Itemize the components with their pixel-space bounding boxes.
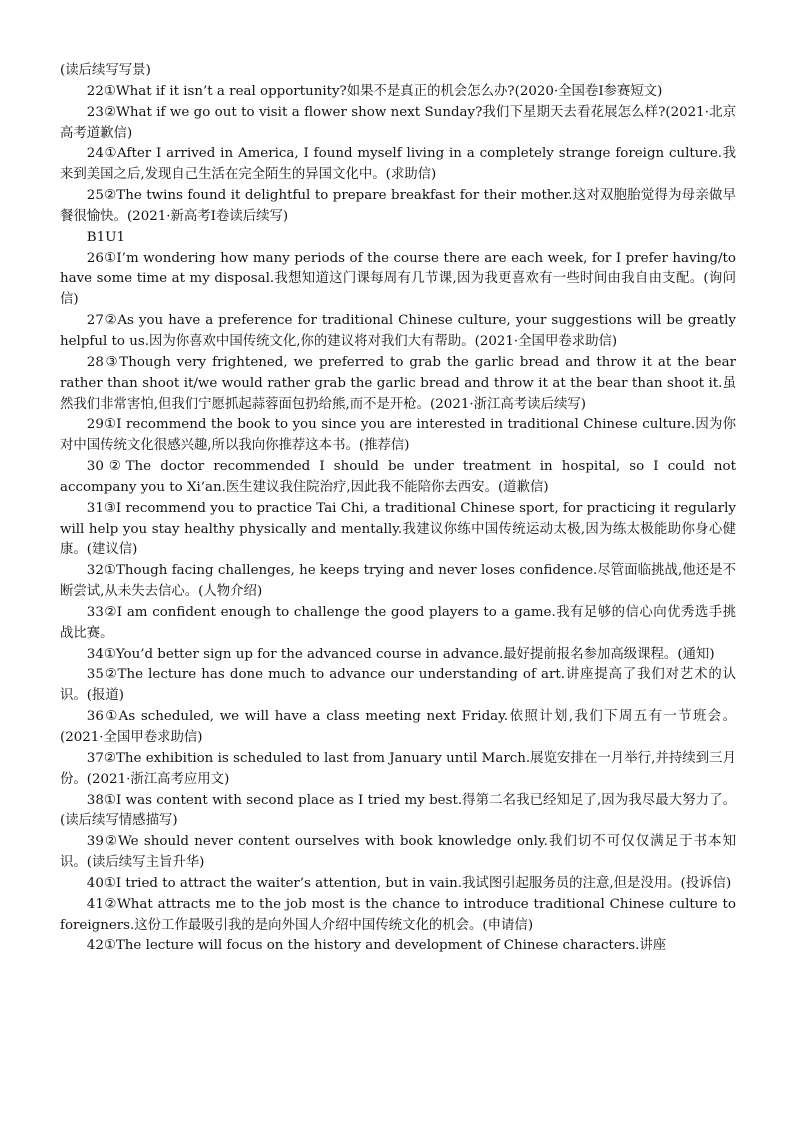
text-paragraph: 33②I am confident enough to challenge the good players to a game.我有足够的信心向优秀选手挑战比赛。: [60, 604, 736, 641]
text-paragraph: 32①Though facing challenges, he keeps trying and never loses confidence.尽管面临挑战,他还是不断尝试,从未失去信心。(人物介绍): [60, 563, 736, 600]
text-paragraph: 42①The lecture will focus on the history and development of Chinese characters.讲座: [86, 938, 667, 954]
text-paragraph: 40①I tried to attract the waiter’s attention, but in vain.我试图引起服务员的注意,但是没用。(投诉信): [86, 875, 732, 891]
text-paragraph: 29①I recommend the book to you since you are interested in traditional Chinese culture.因为你对中国传统文化很感兴趣,所以我向你推荐这本书。(推荐信): [60, 417, 736, 454]
text-paragraph: 36①As scheduled, we will have a class meeting next Friday.依照计划,我们下周五有一节班会。(2021·全国甲卷求助信): [60, 709, 736, 745]
text-paragraph: 23②What if we go out to visit a flower show next Sunday?我们下星期天去看花展怎么样?(2021·北京高考道歉信): [60, 104, 736, 141]
text-paragraph: 39②We should never content ourselves with book knowledge only.我们切不可仅仅满足于书本知识。(读后续写主旨升华): [60, 834, 736, 871]
text-paragraph: 34①You’d better sign up for the advanced course in advance.最好提前报名参加高级课程。(通知): [86, 646, 715, 662]
text-paragraph: 35②The lecture has done much to advance our understanding of art.讲座提高了我们对艺术的认识。(报道): [60, 667, 736, 704]
text-paragraph: 28③Though very frightened, we preferred to grab the garlic bread and throw it at the bear rather than shoot it/we would rather grab the garlic bread and throw it at the bear than shoot it.虽然我们非常害怕,但我们宁愿抓起蒜蓉面包扔给熊,而不是开枪。(2021·浙江高考读后续写): [60, 354, 736, 412]
text-paragraph: 31③I recommend you to practice Tai Chi, a traditional Chinese sport, for practicing it regularly will help you stay healthy physically and mentally.我建议你练中国传统运动太极,因为练太极能助你身心健康。(建议信): [60, 500, 736, 558]
text-paragraph: 38①I was content with second place as I tried my best.得第二名我已经知足了,因为我尽最大努力了。(读后续写情感描写): [60, 792, 736, 829]
text-paragraph: 24①After I arrived in America, I found myself living in a completely strange foreign culture.我来到美国之后,发现自己生活在完全陌生的异国文化中。(求助信): [60, 146, 736, 183]
text-paragraph: 26①I’m wondering how many periods of the course there are each week, for I prefer having/to have some time at my disposal.我想知道这门课每周有几节课,因为我更喜欢有一些时间由我自由支配。(询问信): [60, 250, 736, 308]
text-paragraph: 30②The doctor recommended I should be under treatment in hospital, so I could not accompany you to Xi’an.医生建议我住院治疗,因此我不能陪你去西安。(道歉信): [60, 459, 736, 495]
text-paragraph: 27②As you have a preference for traditional Chinese culture, your suggestions will be greatly helpful to us.因为你喜欢中国传统文化,你的建议将对我们大有帮助。(2021·全国甲卷求助信): [60, 313, 736, 349]
section-label: B1U1: [86, 229, 125, 245]
text-paragraph: 37②The exhibition is scheduled to last from January until March.展览安排在一月举行,并持续到三月份。(2021·浙江高考应用文): [60, 750, 736, 787]
text-paragraph: (读后续写写景): [60, 63, 151, 78]
text-paragraph: 22①What if it isn’t a real opportunity?如果不是真正的机会怎么办?(2020·全国卷Ⅰ参赛短文): [86, 83, 663, 99]
text-paragraph: 41②What attracts me to the job most is the chance to introduce traditional Chinese culture to foreigners.这份工作最吸引我的是向外国人介绍中国传统文化的机会。(申请信): [60, 896, 736, 933]
text-paragraph: 25②The twins found it delightful to prepare breakfast for their mother.这对双胞胎觉得为母亲做早餐很愉快。(2021·新高考Ⅰ卷读后续写): [60, 188, 736, 224]
